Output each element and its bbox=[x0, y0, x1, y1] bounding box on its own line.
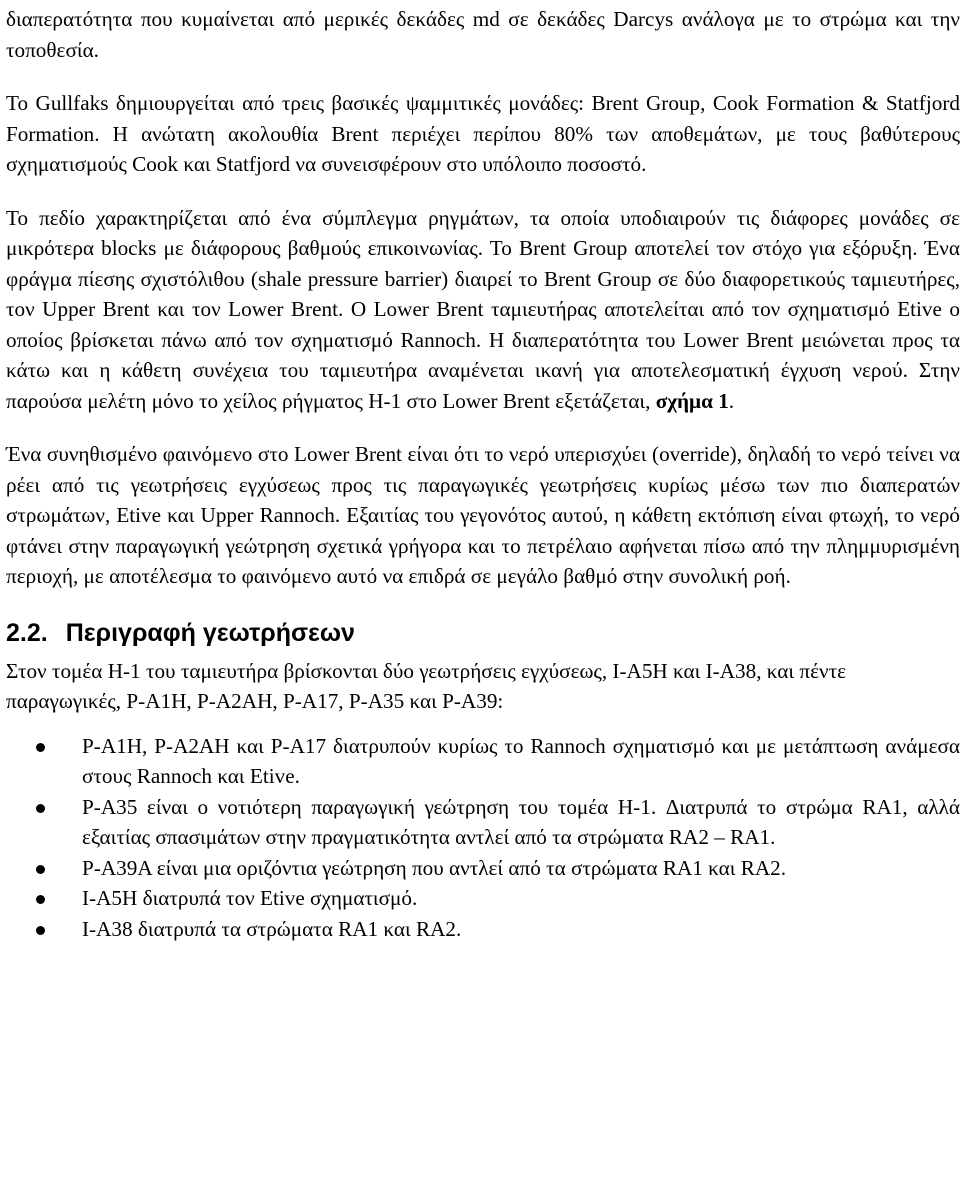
section-number: 2.2. bbox=[6, 618, 48, 647]
paragraph-water-override: Ένα συνηθισμένο φαινόμενο στο Lower Brent είναι ότι το νερό υπερισχύει (override), δηλαδή το νερό τείνει να ρέει από τις γεωτρήσεις εγχύσεως προς τις παραγωγικές γεωτρήσεις κυρίως μέσω των πιο διαπερατών στρωμάτων, Etive και Upper Rannoch. Εξαιτίας του γεγονότος αυτού, η κάθετη εκτόπιση είναι φτωχή, το νερό φτάνει στην παραγωγική γεώτρηση σχετικά γρήγορα και το πετρέλαιο αφήνεται πίσω από την πλημμυρισμένη περιοχή, με αποτέλεσμα το φαινόμενο αυτό να επιδρά σε μεγάλο βαθμό στην συνολική ροή. bbox=[6, 442, 960, 588]
list-item bbox=[6, 883, 960, 914]
list-item bbox=[6, 792, 960, 853]
list-item bbox=[6, 853, 960, 884]
figure-reference: σχήμα 1 bbox=[655, 388, 729, 413]
bullet-icon bbox=[36, 743, 45, 752]
paragraph-permeability: διαπερατότητα που κυμαίνεται από μερικές δεκάδες md σε δεκάδες Darcys ανάλογα με το στρώμα και την τοποθεσία. bbox=[6, 7, 960, 62]
document-page bbox=[6, 0, 960, 944]
bullet-icon bbox=[36, 804, 45, 813]
wells-list bbox=[6, 731, 960, 945]
list-item-text: I-A5H διατρυπά τον Etive σχηματισμό. bbox=[82, 886, 418, 910]
paragraph-gullfaks-units: Το Gullfaks δημιουργείται από τρεις βασικές ψαμμιτικές μονάδες: Brent Group, Cook Formation & Statfjord Formation. Η ανώτατη ακολουθία Brent περιέχει περίπου 80% των αποθεμάτων, με τους βαθύτερους σχηματισμούς Cook και Statfjord να συνεισφέρουν στο υπόλοιπο ποσοστό. bbox=[6, 91, 960, 176]
section-intro: Στον τομέα H-1 του ταμιευτήρα βρίσκονται δύο γεωτρήσεις εγχύσεως, I-A5H και I-A38, και πέντε παραγωγικές, P-A1H, P-A2AH, P-A17, P-A35 και P-A39: bbox=[6, 658, 846, 713]
paragraph-fault-complex-text: Το πεδίο χαρακτηρίζεται από ένα σύμπλεγμα ρηγμάτων, τα οποία υποδιαιρούν τις διάφορες μονάδες σε μικρότερα blocks με διάφορους βαθμούς επικοινωνίας. Το Brent Group αποτελεί τον στόχο για εξόρυξη. Ένα φράγμα πίεσης σχιστόλιθου (shale pressure barrier) διαιρεί το Brent Group σε δύο διαφορετικούς ταμιευτήρες, τον Upper Brent και τον Lower Brent. Ο Lower Brent ταμιευτήρας αποτελείται από τον σχηματισμό Etive ο οποίος βρίσκεται πάνω από τον σχηματισμό Rannoch. Η διαπερατότητα του Lower Brent μειώνεται προς τα κάτω και η κάθετη συνέχεια του ταμιευτήρα αναμένεται ικανή για αποτελεσματική έγχυση νερού. Στην παρούσα μελέτη μόνο το χείλος ρήγματος H-1 στο Lower Brent εξετάζεται, bbox=[6, 205, 960, 413]
bullet-icon bbox=[36, 926, 45, 935]
list-item bbox=[6, 914, 960, 945]
paragraph-fault-complex bbox=[6, 203, 960, 417]
bullet-icon bbox=[36, 895, 45, 904]
paragraph-fault-complex-end: . bbox=[728, 388, 735, 413]
section-heading bbox=[6, 616, 960, 650]
list-item-text: P-A39A είναι μια οριζόντια γεώτρηση που αντλεί από τα στρώματα RA1 και RA2. bbox=[82, 855, 787, 880]
section-title: Περιγραφή γεωτρήσεων bbox=[65, 618, 355, 647]
list-item bbox=[6, 731, 960, 792]
list-item-text: P-A1H, P-A2AH και P-A17 διατρυπούν κυρίως το Rannoch σχηματισμό και με μετάπτωση ανάμεσα στους Rannoch και Etive. bbox=[82, 733, 960, 788]
bullet-icon bbox=[36, 865, 45, 874]
list-item-text: P-A35 είναι ο νοτιότερη παραγωγική γεώτρηση του τομέα H-1. Διατρυπά το στρώμα RA1, αλλά εξαιτίας σπασιμάτων στην πραγματικότητα αντλεί από τα στρώματα RA2 – RA1. bbox=[82, 794, 960, 849]
list-item-text: I-A38 διατρυπά τα στρώματα RA1 και RA2. bbox=[82, 916, 462, 941]
